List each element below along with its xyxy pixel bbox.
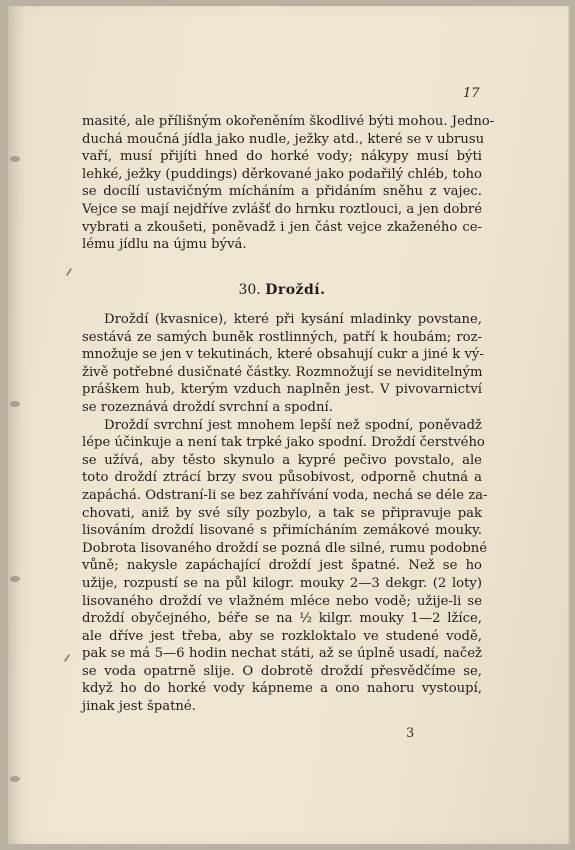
binding-mark xyxy=(10,401,20,407)
text-line: když ho do horké vody kápneme a ono nahoru vystoupí, xyxy=(82,681,482,697)
text-line: zapáchá. Odstraní-li se bez zahřívání voda, nechá se déle za- xyxy=(82,487,488,503)
text-line: Dobrota lisovaného droždí se pozná dle silné, rumu podobné xyxy=(82,540,488,556)
text-line: masité, ale přílišným okořeněním škodlivé býti mohou. Jedno- xyxy=(82,114,495,129)
text-line: živě potřebné dusičnaté částky. Rozmnožují se neviditelným xyxy=(82,364,483,380)
text-line: lépe účinkuje a není tak trpké jako spodní. Droždí čerstvého xyxy=(82,435,485,451)
text-line: toto droždí ztrácí brzy svou působivost, odporně chutná a xyxy=(82,470,482,486)
text-line: jinak jest špatné. xyxy=(82,699,196,715)
section-body xyxy=(82,311,488,716)
book-page xyxy=(8,6,570,844)
printer-signature: 3 xyxy=(406,726,415,741)
text-line: se docílí ustavičným mícháním a přidáním sněhu z vajec. xyxy=(82,184,482,200)
binding-mark xyxy=(10,156,20,162)
text-line: duchá moučná jídla jako nudle, ježky atd., které se v ubrusu xyxy=(82,131,485,147)
paper-fleck xyxy=(64,654,70,662)
text-line: vybrati a zkoušeti, poněvadž i jen část vejce zkaženého ce- xyxy=(82,219,482,235)
text-line: se užívá, aby těsto skynulo a kypré pečivo povstalo, ale xyxy=(82,452,482,468)
text-line: množuje se jen v tekutinách, které obsahují cukr a jiné k vý- xyxy=(82,347,484,363)
text-line: Droždí svrchní jest mnohem lepší než spodní, poněvadž xyxy=(104,417,482,433)
text-line: Droždí (kvasnice), které při kysání mladinky povstane, xyxy=(104,312,482,327)
paragraph-continuation xyxy=(82,113,495,254)
section-number: 30. xyxy=(238,282,261,298)
text-line: lému jídlu na újmu bývá. xyxy=(82,237,247,253)
binding-mark xyxy=(10,776,20,782)
text-line: vůně; nakysle zapáchající droždí jest špatné. Než se ho xyxy=(82,558,482,574)
text-line: lisovaného droždí ve vlažném mléce nebo vodě; užije-li se xyxy=(82,593,482,609)
section-heading xyxy=(82,282,482,298)
paper-fleck xyxy=(66,268,72,276)
text-line: se voda opatrně slije. O dobrotě droždí přesvědčíme se, xyxy=(82,663,482,679)
text-line: užije, rozpustí se na půl kilogr. mouky 2—3 dekgr. (2 loty) xyxy=(82,575,482,591)
text-line: se rozeznává droždí svrchní a spodní. xyxy=(82,399,333,415)
text-line: vaří, musí přijíti hned do horké vody; nákypy musí býti xyxy=(82,149,482,165)
text-line: lehké, ježky (puddings) děrkované jako podařilý chléb, toho xyxy=(82,166,482,182)
text-line: lisováním droždí lisované s přimícháním zemákové mouky. xyxy=(82,523,482,539)
section-title: Droždí. xyxy=(265,282,326,298)
page-number: 17 xyxy=(463,86,480,101)
binding-mark xyxy=(10,576,20,582)
text-line: Vejce se mají nejdříve zvlášť do hrnku roztlouci, a jen dobré xyxy=(82,201,482,217)
text-line: chovati, aniž by své síly pozbylo, a tak se připravuje pak xyxy=(82,505,482,521)
text-line: droždí obyčejného, béře se na ½ kilgr. mouky 1—2 lžíce, xyxy=(82,611,482,627)
text-line: práškem hub, kterým vzduch naplněn jest. V pivovarnictví xyxy=(82,382,482,398)
text-line: sestává ze samých buněk rostlinných, patří k houbám; roz- xyxy=(82,329,482,345)
text-line: ale dříve jest třeba, aby se rozkloktalo ve studené vodě, xyxy=(82,628,482,644)
text-line: pak se má 5—6 hodin nechat státi, až se úplně usadí, načež xyxy=(82,646,482,662)
